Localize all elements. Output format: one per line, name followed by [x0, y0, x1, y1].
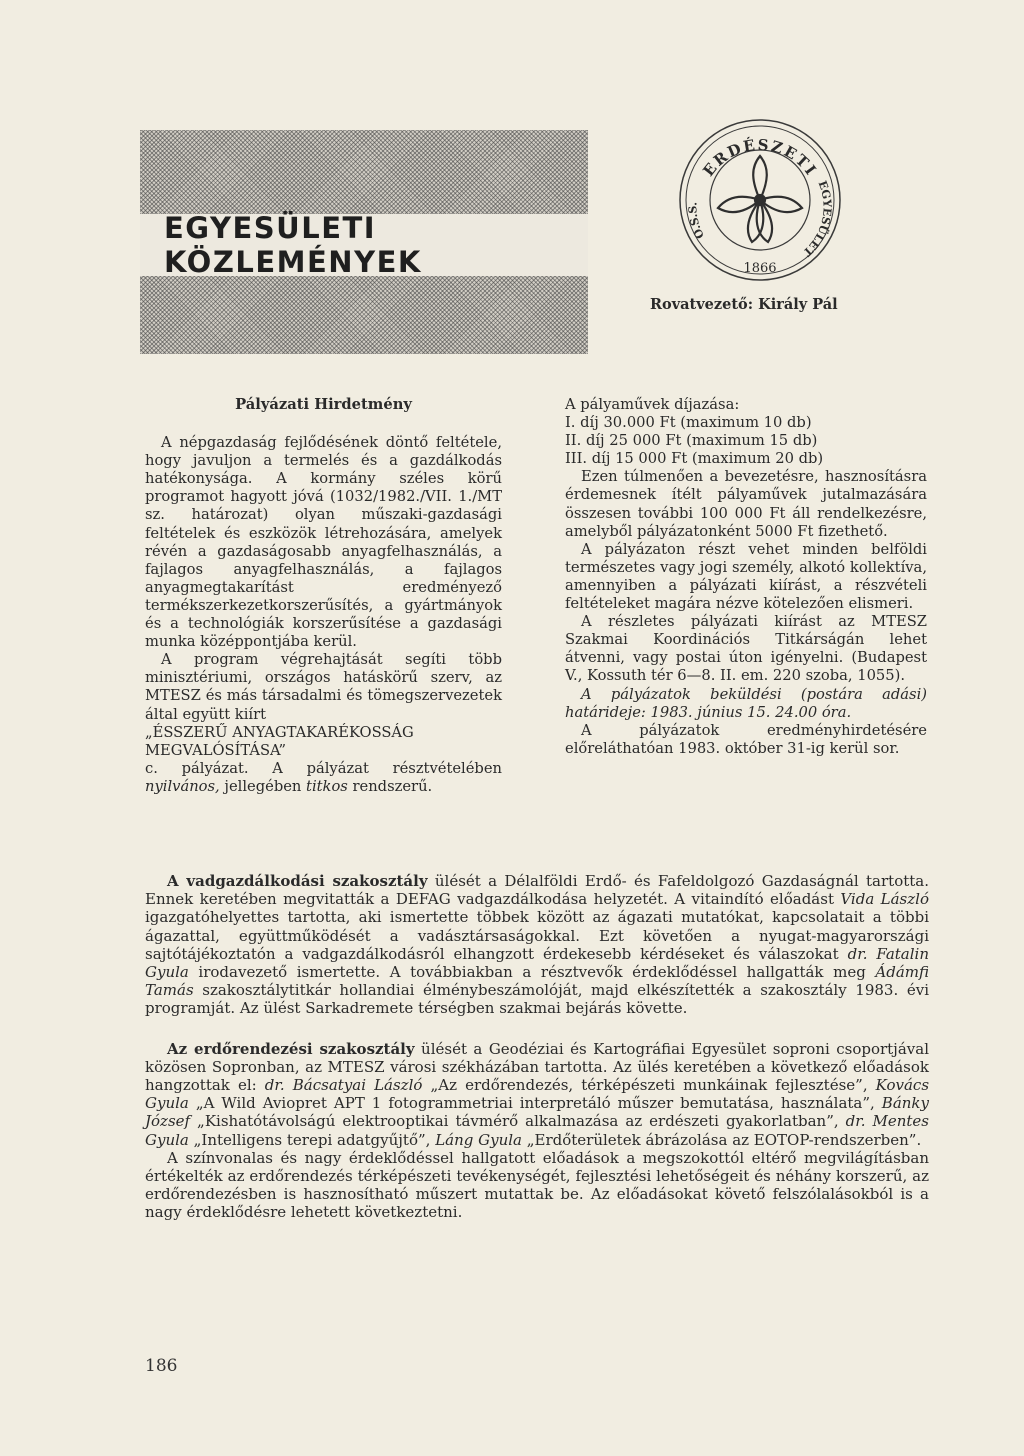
- announcement-paragraph: A pályázaton részt vehet minden belföldi természetes vagy jogi személy, alkotó kollektíva, amennyiben a pályázati kiírást, a részvételi feltételeket magára nézve kötelezően elismeri.: [565, 540, 927, 613]
- oak-leaf-icon: [718, 156, 802, 242]
- svg-text:O.S.S.: [686, 202, 707, 241]
- prize-item: III. díj 15 000 Ft (maximum 20 db): [565, 450, 824, 468]
- announcement-paragraph: Ezen túlmenően a bevezetésre, hasznosításra érdemesnek ítélt pályaművek jutalmazására összesen további 100 000 Ft áll rendelkezésre, amelyből pályázatonként 5000 Ft fizethető.: [565, 468, 927, 540]
- deadline-paragraph: A pályázatok beküldési (postára adási) határideje: 1983. június 15. 24.00 óra.: [565, 685, 927, 721]
- section-header-band: [140, 211, 588, 279]
- announcement-paragraph: A program végrehajtását segíti több minisztériumi, országos hatáskörű szerv, az MTESZ és más társadalmi és tömegszervezetek által együtt kiírt: [145, 651, 502, 723]
- announcement-right-column: [565, 396, 927, 758]
- society-seal-emblem: [672, 112, 848, 288]
- seal-left-text: O.S.S.: [686, 201, 707, 241]
- prize-item: I. díj 30.000 Ft (maximum 10 db): [565, 414, 812, 432]
- seal-year: 1866: [743, 261, 777, 276]
- announcement-left-column: [145, 396, 502, 796]
- section-reports: [145, 872, 929, 1222]
- section-header-block: [140, 130, 588, 354]
- column-editor: Rovatvezető: Király Pál: [650, 296, 838, 313]
- prize-item: II. díj 25 000 Ft (maximum 15 db): [565, 432, 818, 450]
- announcement-paragraph: A részletes pályázati kiírást az MTESZ Szakmai Koordinációs Titkárságán lehet átvenni, vagy postai úton igényelni. (Budapest V., Kossuth tér 6—8. II. em. 220 szoba, 1055).: [565, 613, 927, 685]
- announcement-paragraph: A népgazdaság fejlődésének döntő feltétele, hogy javuljon a termelés és a gazdálkodás hatékonysága. A kormány széles körű programot hagyott jóvá (1032/1982./VII. 1./MT sz. határozat) olyan műszaki-gazdasági feltételek és eszközök létrehozására, amelyek révén a gazdaságosabb anyagfelhasználás, a fajlagos anyagfelhasználás, a fajlagos anyagmegtakarítást eredményező termékszerkezetkorszerűsítés, a gyártmányok és a technológiák korszerűsítése a gazdasági munka középpontjába kerül.: [145, 434, 502, 651]
- program-title-line: MEGVALÓSÍTÁSA”: [145, 741, 286, 759]
- report-paragraph: A vadgazdálkodási szakosztály ülését a Délalföldi Erdő- és Fafeldolgozó Gazdaságnál tartotta. Ennek keretében megvitatták a DEFAG vadgazdálkodása helyzetét. A vitaindító előadást Vida László igazgatóhelyettes tartotta, aki ismertette többek között az ágazati mutatókat, kapcsolatait a többi ágazattal, együttműködését a vadásztársaságokkal. Ezt követően a nyugat-magyarországi sajtótájékoztatón a vadgazdálkodásról elhangzott érdekesebb kérdéseket és válaszokat dr. Fatalin Gyula irodavezető ismertette. A továbbiakban a résztvevők érdeklődéssel hallgatták meg Ádámfi Tamás szakosztálytitkár hollandiai élménybeszámolóját, majd elkészítették a szakosztály 1983. évi programját. Az ülést Sarkadremete térségben szakmai bejárás követte.: [145, 872, 929, 1018]
- announcement-paragraph: c. pályázat. A pályázat résztvételében nyilvános, jellegében titkos rendszerű.: [145, 759, 502, 795]
- svg-text:EGYESÜLET: [800, 179, 834, 259]
- announcement-paragraph: A pályázatok eredményhirdetésére előreláthatóan 1983. október 31-ig kerül sor.: [565, 721, 927, 757]
- announcement-title: Pályázati Hirdetmény: [235, 396, 412, 413]
- section-title: EGYESÜLETI KÖZLEMÉNYEK: [164, 211, 422, 279]
- page-number: 186: [145, 1356, 178, 1376]
- prizes-heading: A pályaművek díjazása:: [565, 396, 740, 413]
- seal-top-text: ERDÉSZETI: [699, 135, 821, 180]
- program-title-line: „ÉSSZERŰ ANYAGTAKARÉKOSSÁG: [145, 723, 414, 741]
- report-paragraph: A színvonalas és nagy érdeklődéssel hallgatott előadások a megszokottól eltérő megvilágításban értékelték az erdőrendezés térképészeti tevékenységét, fejlesztési lehetőségeit és néhány korszerű, az erdőrendezésben is hasznosítható műszert mutattak be. Az előadásokat követő felszólalásokból is a nagy érdeklődésre lehetett következtetni.: [145, 1148, 929, 1222]
- seal-right-text: EGYESÜLET: [800, 179, 834, 259]
- report-paragraph: Az erdőrendezési szakosztály ülését a Geodéziai és Kartográfiai Egyesület soproni csoportjával közösen Sopronban, az MTESZ városi székházában tartotta. Az ülés keretében a következő előadások hangzottak el: dr. Bácsatyai László „Az erdőrendezés, térképészeti munkáinak fejlesztése”, Kovács Gyula „A Wild Aviopret APT 1 fotogrammetriai interpretáló műszer bemutatása, használata”, Bánky József „Kishatótávolságú elektrooptikai távmérő alkalmazása az erdészeti gyakorlatban”, dr. Mentes Gyula „Intelligens terepi adatgyűjtő”, Láng Gyula „Erdőterületek ábrázolása az EOTOP-rendszerben”.: [145, 1039, 930, 1149]
